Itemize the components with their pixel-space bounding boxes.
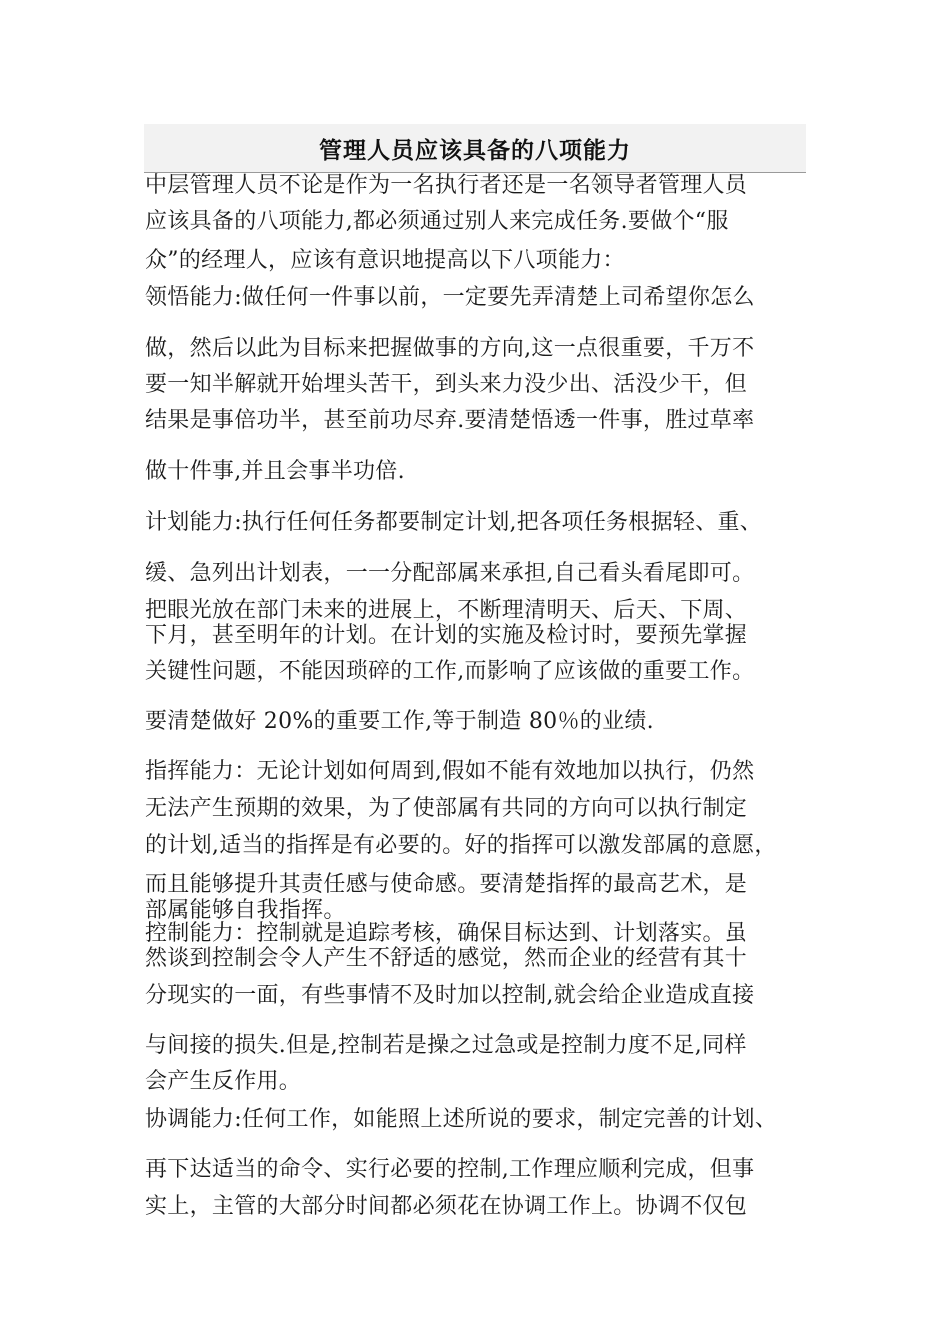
- body-line: 把眼光放在部门未来的进展上，不断理清明天、后天、下周、: [145, 598, 748, 623]
- body-line: 协调能力:任何工作，如能照上述所说的要求，制定完善的计划、: [145, 1107, 778, 1132]
- body-line: 计划能力:执行任何任务都要制定计划,把各项任务根据轻、重、: [145, 510, 763, 535]
- body-line: 部属能够自我指挥。: [145, 898, 346, 923]
- document-title: 管理人员应该具备的八项能力: [319, 137, 631, 164]
- body-line: 领悟能力:做任何一件事以前，一定要先弄清楚上司希望你怎么: [145, 285, 755, 310]
- body-line: 做十件事,并且会事半功倍.: [145, 459, 405, 484]
- body-line: 下月，甚至明年的计划。在计划的实施及检讨时，要预先掌握: [145, 623, 748, 648]
- body-line: 再下达适当的命令、实行必要的控制,工作理应顺利完成，但事: [145, 1157, 755, 1182]
- body-line: 结果是事倍功半，甚至前功尽弃.要清楚悟透一件事，胜过草率: [145, 408, 755, 433]
- body-line: 分现实的一面，有些事情不及时加以控制,就会给企业造成直接: [145, 983, 755, 1008]
- body-line: 会产生反作用。: [145, 1069, 302, 1094]
- body-line: 众”的经理人，应该有意识地提高以下八项能力：: [145, 248, 625, 273]
- body-line: 应该具备的八项能力,都必须通过别人来完成任务.要做个“服: [145, 209, 729, 234]
- body-line: 无法产生预期的效果，为了使部属有共同的方向可以执行制定: [145, 796, 748, 821]
- body-line: 要一知半解就开始埋头苦干，到头来力没少出、活没少干，但: [145, 372, 748, 397]
- body-line: 指挥能力：无论计划如何周到,假如不能有效地加以执行，仍然: [145, 759, 755, 784]
- body-line: 关键性问题，不能因琐碎的工作,而影响了应该做的重要工作。: [145, 659, 755, 684]
- body-line: 控制能力：控制就是追踪考核，确保目标达到、计划落实。虽: [145, 921, 748, 946]
- title-bar: [144, 124, 806, 173]
- body-line: 的计划,适当的指挥是有必要的。好的指挥可以激发部属的意愿，: [145, 833, 777, 858]
- body-line: 而且能够提升其责任感与使命感。要清楚指挥的最高艺术，是: [145, 872, 748, 897]
- body-line: 实上，主管的大部分时间都必须花在协调工作上。协调不仅包: [145, 1194, 748, 1219]
- body-line: 缓、急列出计划表，一一分配部属来承担,自己看头看尾即可。: [145, 561, 755, 586]
- body-line: 与间接的损失.但是,控制若是操之过急或是控制力度不足,同样: [145, 1033, 747, 1058]
- body-line: 中层管理人员不论是作为一名执行者还是一名领导者管理人员: [145, 173, 748, 198]
- body-line: 做，然后以此为目标来把握做事的方向,这一点很重要，千万不: [145, 336, 755, 361]
- body-line: 然谈到控制会令人产生不舒适的感觉，然而企业的经营有其十: [145, 946, 748, 971]
- body-line: 要清楚做好 20%的重要工作,等于制造 80％的业绩.: [145, 709, 654, 734]
